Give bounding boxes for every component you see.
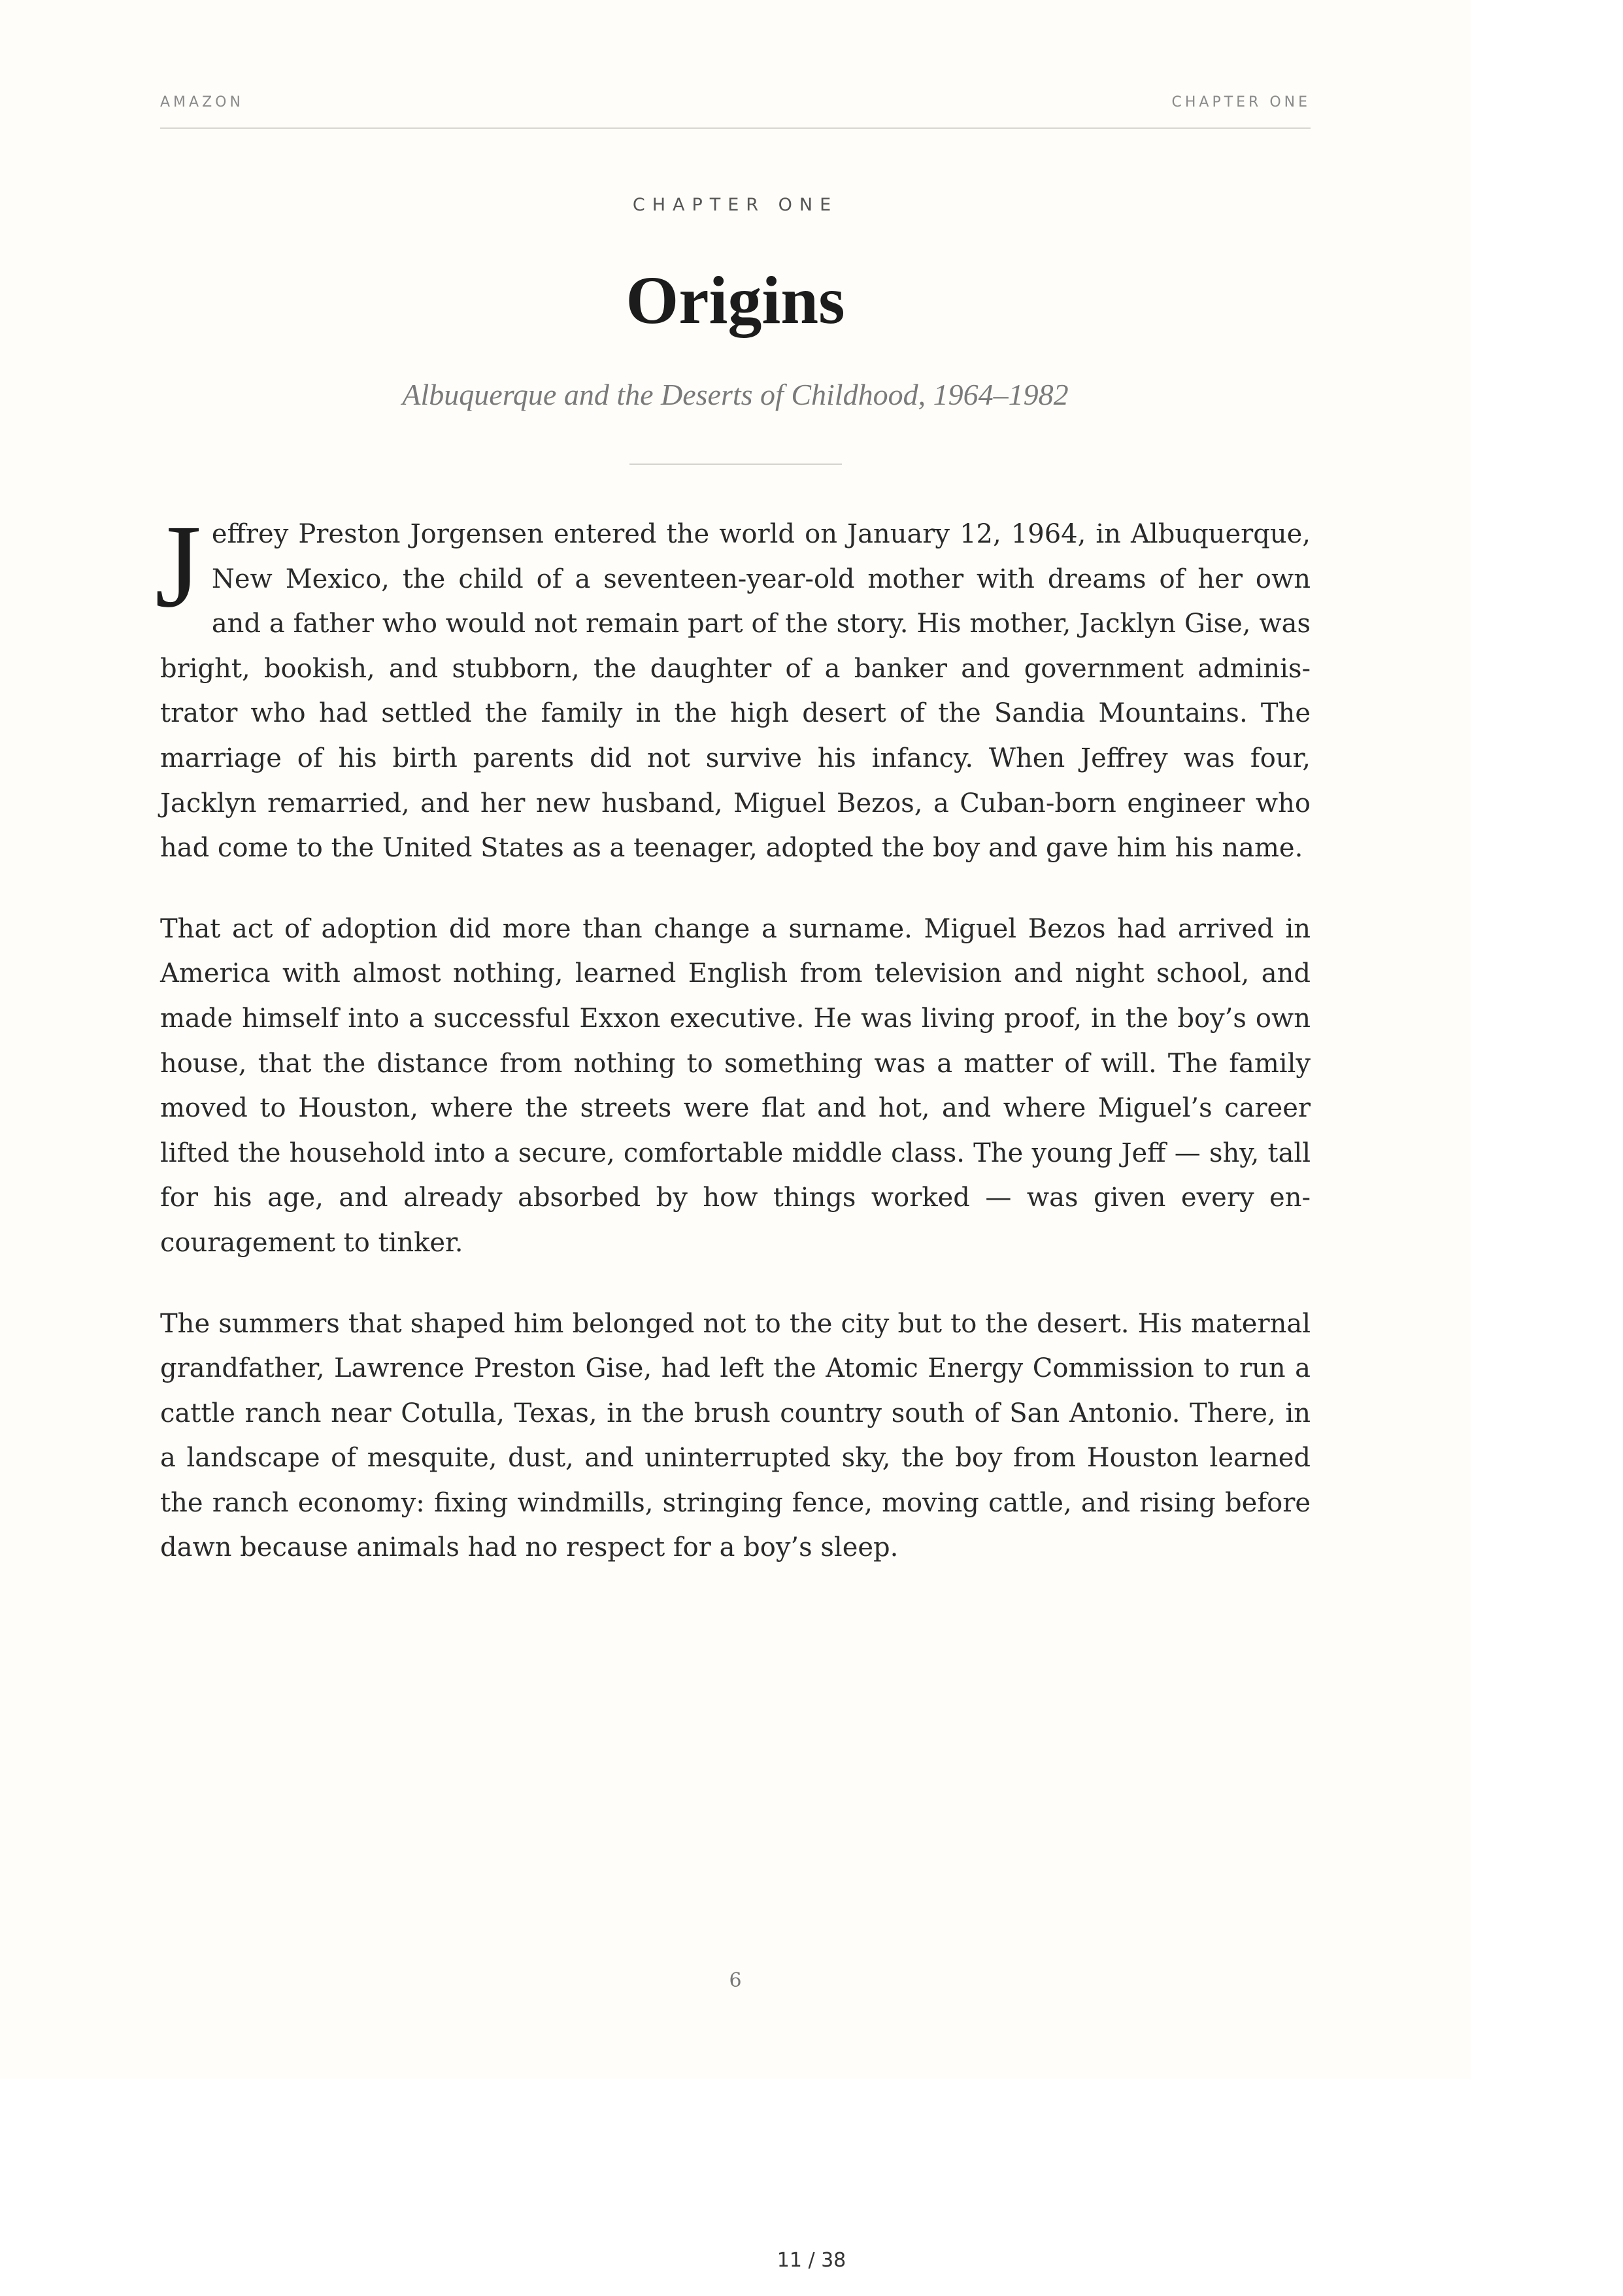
paragraph-1	[155, 501, 1311, 871]
drop-cap: J	[155, 501, 201, 632]
paragraph-3: The summers that shaped him belonged not to the city but to the desert. His maternal grandfather, Lawrence Preston Gise, had left the Atomic Energy Commission to run a cattle ranch near Cotulla, Texas, in the brush country south of San Antonio. There, in a landscape of mesquite, dust, and uninterrupted sky, the boy from Houston learned the ranch economy: fixing windmills, stringing fence, moving cattle, and rising before dawn because animals had no respect for a boy’s sleep.	[160, 1308, 1311, 1563]
running-header-chapter: CHAPTER ONE	[1171, 94, 1311, 110]
running-header	[160, 92, 1311, 129]
chapter-body	[155, 501, 1311, 1606]
running-header-book-title: AMAZON	[160, 94, 244, 110]
chapter-label: CHAPTER ONE	[632, 195, 839, 215]
page-number: 6	[729, 1969, 742, 1992]
chapter-subtitle: Albuquerque and the Deserts of Childhood, 1964–1982	[402, 378, 1069, 411]
paragraph-1-text: effrey Preston Jorgensen entered the world on January 12, 1964, in Albuquerque, New Mexico, the child of a seventeen-year-old mother with dreams of her own and a father who would not remain part of the story. His mother, Jacklyn Gise, was bright, bookish, and stubborn, the daughter of a banker and government administrator who had settled the family in the high desert of the Sandia Mountains. The marriage of his birth parents did not survive his infancy. When Jeffrey was four, Jacklyn remarried, and her new husband, Miguel Bezos, a Cuban-born engineer who had come to the United States as a teenager, adopted the boy and gave him his name.	[160, 519, 1311, 864]
chapter-title: Origins	[626, 263, 845, 338]
title-divider	[629, 464, 842, 465]
paragraph-2: That act of adoption did more than change a surname. Miguel Bezos had arrived in America with almost nothing, learned English from television and night school, and made himself into a successful Exxon executive. He was living proof, in the boy’s own house, that the distance from nothing to something was a matter of will. The family moved to Houston, where the streets were flat and hot, and where Miguel’s career lifted the household into a secure, comfortable middle class. The young Jeff — shy, tall for his age, and already absorbed by how things worked — was given every encouragement to tinker.	[160, 913, 1311, 1258]
viewer-page-counter: 11 / 38	[777, 2249, 846, 2272]
